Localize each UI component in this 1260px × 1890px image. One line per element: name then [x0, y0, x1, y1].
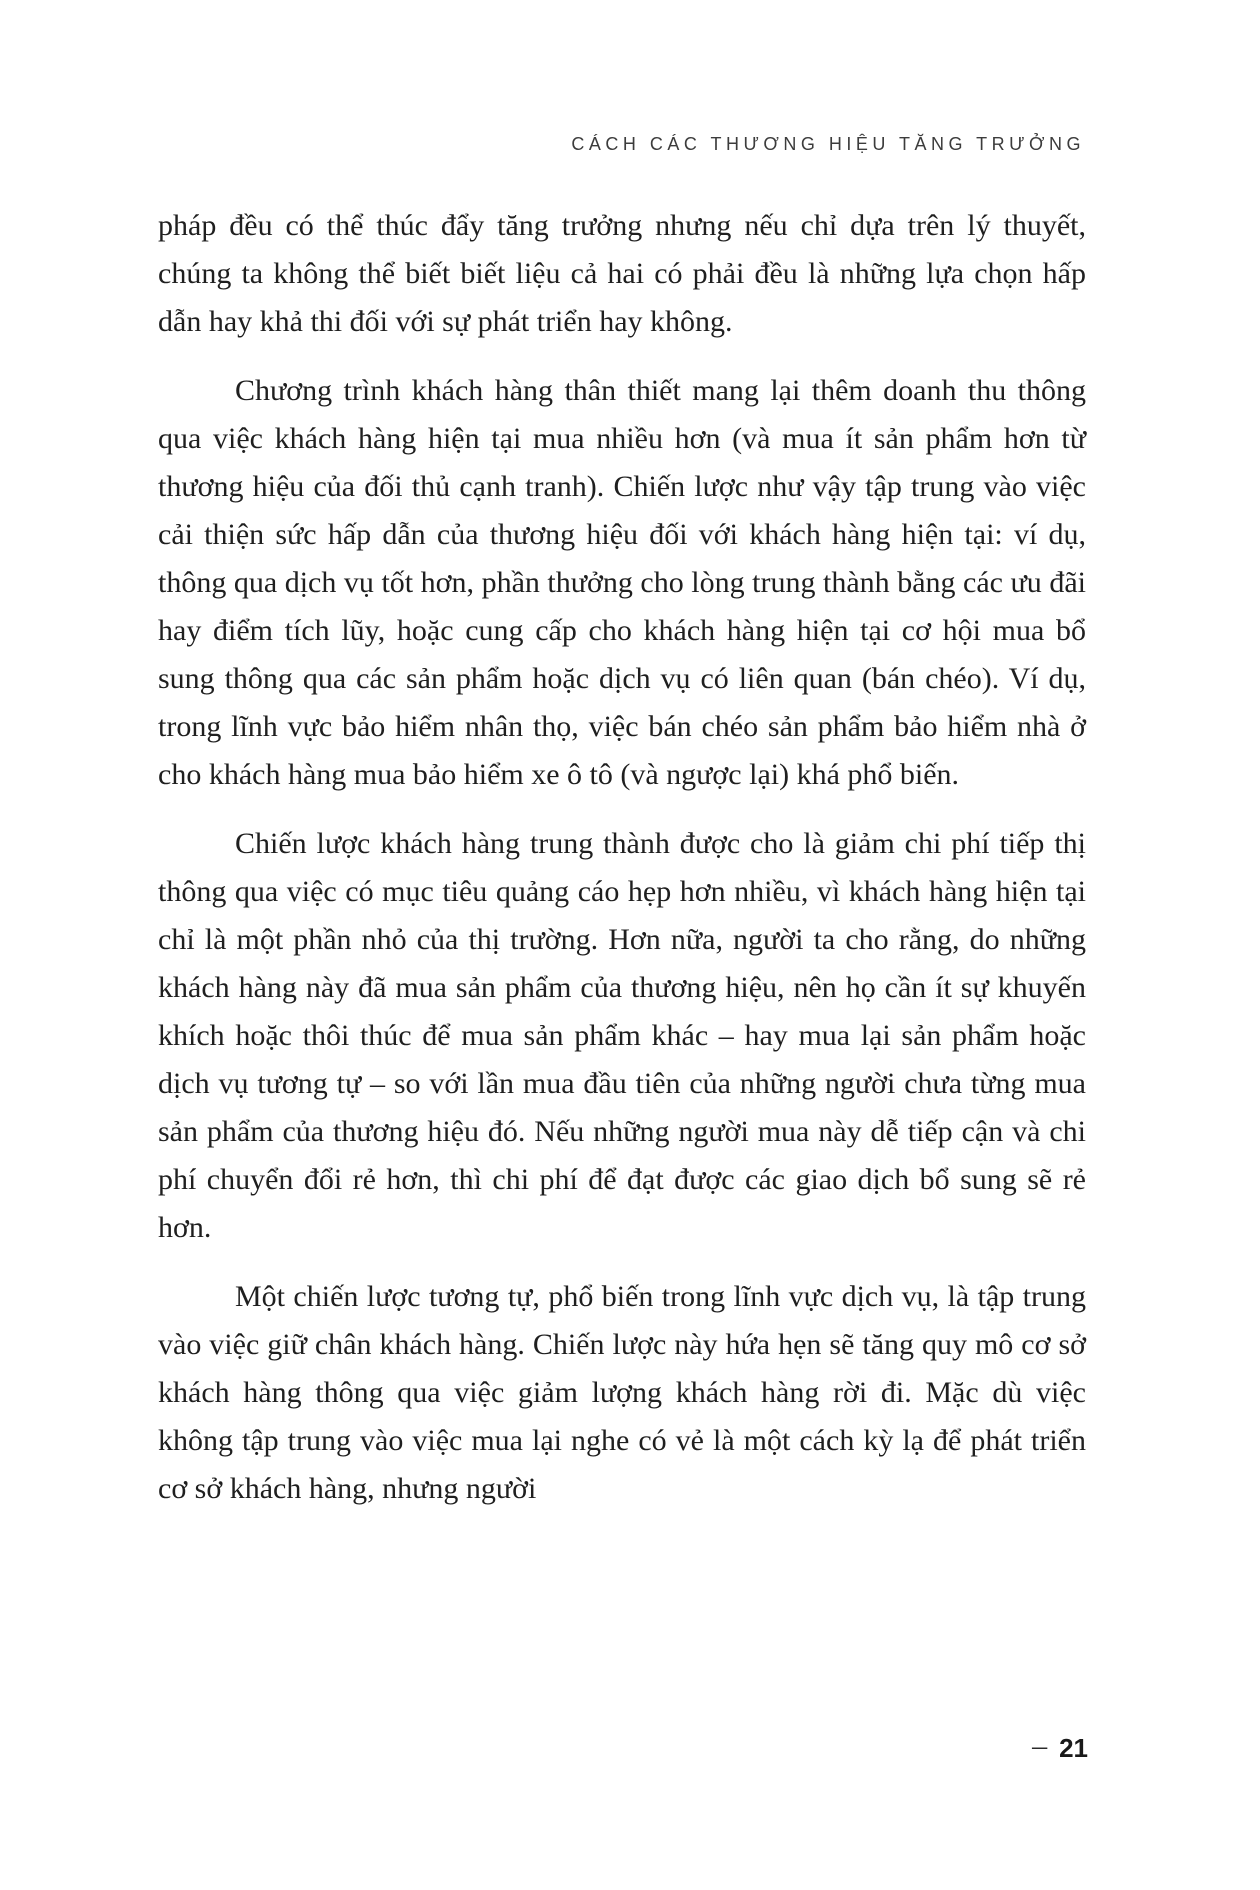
page-number: 21	[1059, 1733, 1088, 1763]
paragraph-2: Chương trình khách hàng thân thiết mang lại thêm doanh thu thông qua việc khách hàng hiện tại mua nhiều hơn (và mua ít sản phẩm hơn từ thương hiệu của đối thủ cạnh tranh). Chiến lược như vậy tập trung vào việc cải thiện sức hấp dẫn của thương hiệu đối với khách hàng hiện tại: ví dụ, thông qua dịch vụ tốt hơn, phần thưởng cho lòng trung thành bằng các ưu đãi hay điểm tích lũy, hoặc cung cấp cho khách hàng hiện tại cơ hội mua bổ sung thông qua các sản phẩm hoặc dịch vụ có liên quan (bán chéo). Ví dụ, trong lĩnh vực bảo hiểm nhân thọ, việc bán chéo sản phẩm bảo hiểm nhà ở cho khách hàng mua bảo hiểm xe ô tô (và ngược lại) khá phổ biến.	[158, 374, 1086, 791]
paragraph-3: Chiến lược khách hàng trung thành được cho là giảm chi phí tiếp thị thông qua việc có mục tiêu quảng cáo hẹp hơn nhiều, vì khách hàng hiện tại chỉ là một phần nhỏ của thị trường. Hơn nữa, người ta cho rằng, do những khách hàng này đã mua sản phẩm của thương hiệu, nên họ cần ít sự khuyến khích hoặc thôi thúc để mua sản phẩm khác – hay mua lại sản phẩm hoặc dịch vụ tương tự – so với lần mua đầu tiên của những người chưa từng mua sản phẩm của thương hiệu đó. Nếu những người mua này dễ tiếp cận và chi phí chuyển đổi rẻ hơn, thì chi phí để đạt được các giao dịch bổ sung sẽ rẻ hơn.	[158, 827, 1086, 1244]
paragraph-4: Một chiến lược tương tự, phổ biến trong lĩnh vực dịch vụ, là tập trung vào việc giữ chân khách hàng. Chiến lược này hứa hẹn sẽ tăng quy mô cơ sở khách hàng thông qua việc giảm lượng khách hàng rời đi. Mặc dù việc không tập trung vào việc mua lại nghe có vẻ là một cách kỳ lạ để phát triển cơ sở khách hàng, nhưng người	[158, 1280, 1086, 1505]
footer-dash: –	[1032, 1729, 1048, 1762]
running-header: CÁCH CÁC THƯƠNG HIỆU TĂNG TRƯỞNG	[571, 134, 1085, 154]
page-body	[158, 202, 1086, 1534]
page-footer	[1032, 1729, 1088, 1763]
paragraph-1: pháp đều có thể thúc đẩy tăng trưởng nhưng nếu chỉ dựa trên lý thuyết, chúng ta không thể biết biết liệu cả hai có phải đều là những lựa chọn hấp dẫn hay khả thi đối với sự phát triển hay không.	[158, 209, 1086, 338]
